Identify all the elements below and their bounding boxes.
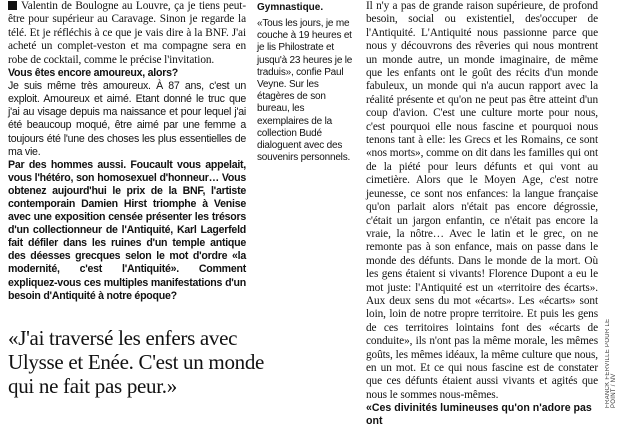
left-paragraph-1: [8, 0, 246, 67]
question-1: Vous êtes encore amoureux, alors?: [8, 67, 178, 80]
caption-title: Gymnastique.: [257, 2, 324, 13]
photo-caption: [257, 0, 357, 164]
left-column: [8, 0, 246, 303]
photo-credit: FRANCK FERVILLE POUR LE POINT / NV: [605, 318, 617, 408]
right-column: [366, 0, 598, 428]
left-paragraph-1-text: Valentin de Boulogne au Louvre, ça je tiens peut-être pour supérieur au Caravage. Sinon je regarde la télé. Et je réfléchis à ce que je vais dire à la BNF. J'ai acheté un complet-veston et ma compagne sera en robe de cocktail, comme le précise l'invitation.: [8, 0, 246, 66]
question-2: Par des hommes aussi. Foucault vous appelait, vous l'hétéro, son homosexuel d'honneur… Vous obtenez aujourd'hui le prix de la BNF, l'artiste contemporain Damien Hirst triomphe à Venise avec une exposition censée présenter les trésors d'un collectionneur de l'Antiquité, Karl Lagerfeld fait défiler dans les ruines d'un temple antique des déesses grecques selon le mot d'ordre «la modernité, c'est l'Antiquité». Comment expliquez-vous ces multiples manifestations d'un besoin d'Antiquité à notre époque?: [8, 158, 246, 302]
right-paragraph: Il n'y a pas de grande raison supérieure, de profond besoin, social ou existentiel, des'occuper de l'Antiquité. L'Antiquité nous passionne parce que nous y découvrons des rêveries qui nous montrent un monde autre, un monde imaginaire, de même que les enfants ont le goût des récits d'un monde fabuleux, un monde qui n'a aucun rapport avec la réalité présente et qu'on ne peut pas être atteint d'un coup d'avion. C'est une culture morte pour nous, c'est pourquoi elle nous fascine et pourquoi nous tenons tant à elle: les Grecs et les Romains, ce sont «nos morts», comme on dit dans les familles qui ont de la piété pour leurs défunts et qui vont au cimetière. Alors que le Moyen Age, c'est notre jeunesse, ce sont nos enfances: la langue française qu'on parlait alors n'était pas encore dégrossie, c'était un jargon enfantin, ce n'était pas encore la vraie, la nôtre… Avec le latin et le grec, on ne remonte pas à son enfance, mais on passe dans le monde des défunts. Dans le monde de la mort. Où les gens étaient si vivants! Florence Dupont a eu le mot juste: l'Antiquité est un «territoire des écarts». Aux deux sens du mot «écarts». Les «écarts» sont loin, loin de notre propre territoire. Et puis les gens de ces territoires lointains font des «écarts de conduite», ils n'ont pas la même morale, les mêmes goûts, les mêmes idéaux, la même culture que nous, en un mot. Et ce qui nous fascine est de constater que ces défunts étaient aussi vivants et agités que nous le sommes nous-mêmes.: [366, 0, 598, 401]
caption-text: «Tous les jours, je me couche à 19 heures et je lis Philostrate et jusqu'à 23 heures je le traduis», confie Paul Veyne. Sur les étagères de son bureau, les exemplaires de la collection Budé dialoguent avec des souvenirs personnels.: [257, 18, 353, 164]
section-marker-icon: [8, 1, 17, 10]
question-3: «Ces divinités lumineuses qu'on n'adore pas ont: [366, 402, 592, 428]
left-paragraph-2: Je suis même très amoureux. À 87 ans, c'est un exploit. Amoureux et aimé. Etant donné le truc que j'ai au visage depuis ma naissance et pour lequel j'ai été beaucoup moqué, être aimé par une femme a toujours été l'une des choses les plus essentielles de ma vie.: [8, 80, 246, 158]
pull-quote: «J'ai traversé les enfers avec Ulysse et Enée. C'est un monde qui ne fait pas peur.»: [8, 326, 265, 398]
